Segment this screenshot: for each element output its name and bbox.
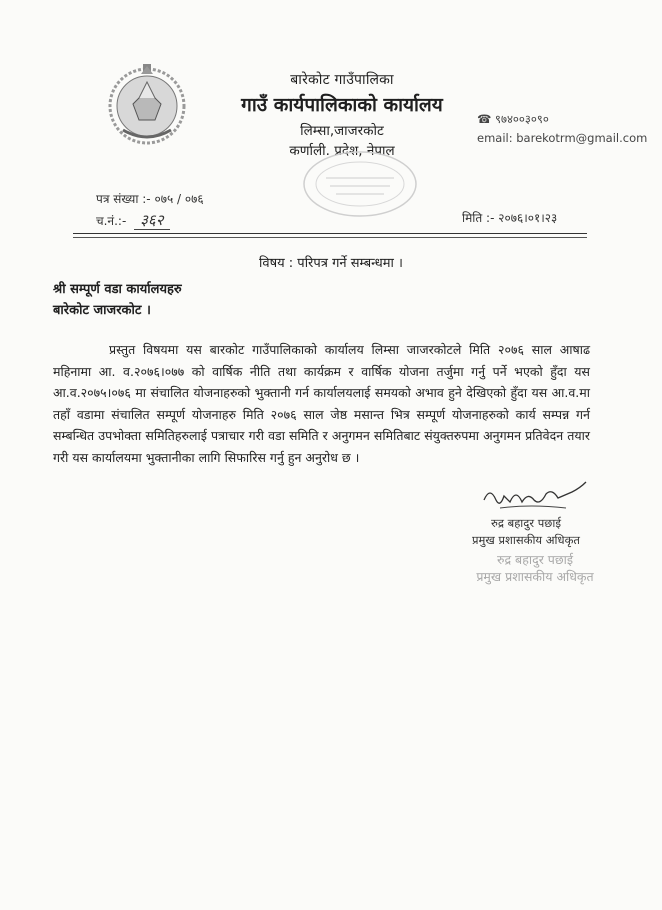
letter-number-label: पत्र संख्या :-	[96, 192, 151, 206]
date-label: मिति :-	[462, 211, 495, 225]
dispatch-number-value: ३६२	[134, 211, 169, 230]
signatory-designation: प्रमुख प्रशासकीय अधिकृत	[472, 533, 580, 547]
dispatch-number-label: च.नं.:-	[96, 214, 127, 228]
phone-number: ☎ ९७४००३०९०	[477, 112, 549, 126]
signatory-stamp	[470, 551, 600, 585]
letterhead	[212, 70, 472, 159]
contact-info	[477, 112, 647, 149]
date-value: २०७६।०१।२३	[498, 211, 558, 225]
letter-number-value: ०७५ / ०७६	[154, 192, 204, 206]
office-address: लिम्सा,जाजरकोट	[300, 123, 384, 139]
office-title: गाउँ कार्यपालिकाको कार्यालय	[241, 94, 443, 116]
signature-scrawl-icon	[480, 478, 590, 516]
stamp-name: रुद्र बहादुर पछाई	[496, 552, 574, 567]
nepal-emblem-icon	[103, 60, 191, 148]
office-seal-icon	[300, 148, 420, 220]
addressee-line-1: श्री सम्पूर्ण वडा कार्यालयहरु	[53, 282, 182, 297]
addressee-block	[53, 279, 182, 321]
header-divider-thin	[73, 237, 587, 238]
addressee-line-2: बारेकोट जाजरकोट ।	[53, 303, 151, 318]
subject-line: विषय : परिपत्र गर्ने सम्बन्धमा ।	[259, 256, 403, 271]
stamp-designation: प्रमुख प्रशासकीय अधिकृत	[476, 569, 594, 584]
municipality-name: बारेकोट गाउँपालिका	[290, 72, 394, 88]
header-divider	[73, 233, 587, 234]
date-line	[462, 209, 557, 226]
email-address: email: barekotrm@gmail.com	[477, 131, 648, 145]
signatory-name: रुद्र बहादुर पछाई	[491, 516, 561, 530]
signatory	[461, 515, 591, 549]
reference-block	[96, 190, 204, 230]
letter-body: प्रस्तुत विषयमा यस बारकोट गाउँपालिकाको कार्यालय लिम्सा जाजरकोटले मिति २०७६ साल आषाढ महिनामा आ. व.२०७६।०७७ को वार्षिक नीति तथा कार्यक्रम र वार्षिक योजना तर्जुमा गर्नु पर्ने भएको हुँदा यस आ.व.२०७५।०७६ मा संचालित योजनाहरुको भुक्तानी गर्न कार्यालयलाई समयको अभाव हुने देखिएको हुँदा यस आ.व.मा तहाँ वडामा संचालित सम्पूर्ण योजनाहरु मिति २०७६ साल जेष्ठ मसान्त भित्र सम्पूर्ण योजनाहरुको कार्य सम्पन्न गर्न सम्बन्धित उपभोक्ता समितिहरुलाई पत्राचार गरी वडा समिति र अनुगमन समितिबाट संयुक्तरुपमा अनुगमन प्रतिवेदन तयार गरी यस कार्यालयमा भुक्तानीका लागि सिफारिस गर्नु हुन अनुरोध छ ।	[53, 342, 590, 465]
office-province: कर्णाली. प्रदेश, नेपाल	[289, 143, 395, 159]
